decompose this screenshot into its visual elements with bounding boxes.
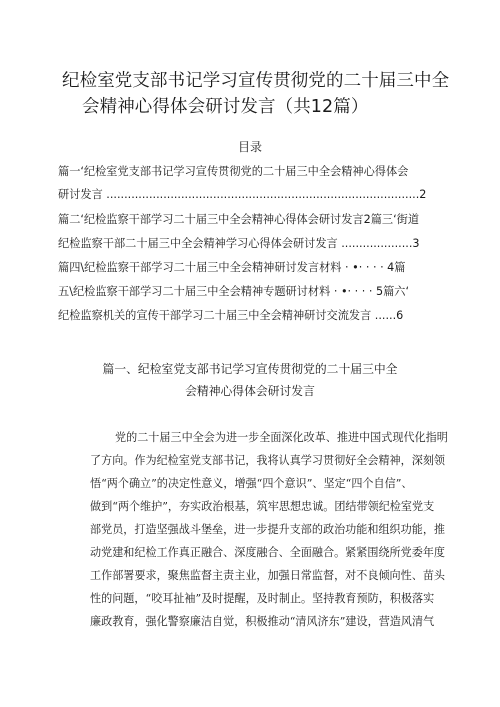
toc-heading: 目录	[237, 140, 262, 154]
body-paragraph-line: 部党员，打造坚强战斗堡垒，进一步提升支部的政治功能和组织功能，推	[90, 523, 446, 536]
body-paragraph-line: 悟“两个确立”的决定性意义，增强“四个意识”、坚定“四个自信”、	[90, 477, 413, 490]
document-title-line-1: 纪检室党支部书记学习宣传贯彻党的二十届三中全	[62, 71, 450, 91]
toc-entry-5-6[interactable]: 五\纪检监察干部学习二十届三中全会精神专题研讨材料 · •· · · · 5篇六‘	[58, 285, 410, 298]
body-paragraph-line: 了方向。作为纪检室党支部书记，我将认真学习贯彻好全会精神，深刻领	[90, 454, 446, 467]
toc-entry-6-cont[interactable]: 纪检监察机关的宣传干部学习二十届三中全会精神研讨交流发言 ......6	[58, 309, 404, 322]
body-paragraph-line: 动党建和纪检工作真正融合、深度融合、全面融合。紧紧围绕所党委年度	[90, 546, 446, 559]
body-paragraph-line: 党的二十届三中全会为进一步全面深化改革、推进中国式现代化指明	[115, 431, 448, 444]
document-title-line-2: 会精神心得体会研讨发言（共12篇）	[82, 97, 369, 117]
body-paragraph-line: 廉政教育，强化警察廉洁自觉，积极推动“清风济东”建设，营造风清气	[90, 615, 435, 628]
toc-entry-1-cont[interactable]: 研讨发言 ........................................................................................2	[58, 188, 427, 201]
toc-entry-2-3[interactable]: 篇二‘纪检监察干部学习二十届三中全会精神心得体会研讨发言2篇三‘街道	[58, 213, 420, 226]
body-paragraph-line: 性的问题，“咬耳扯袖”及时提醒，及时制止。坚持教育预防，积极落实	[90, 592, 435, 605]
toc-entry-3-cont[interactable]: 纪检监察干部二十届三中全会精神学习心得体会研讨发言 ....................3	[58, 237, 420, 250]
body-paragraph-line: 做到“两个维护”，夯实政治根基，筑牢思想忠诚。团结带领纪检室党支	[90, 500, 435, 513]
section-title-line-2: 会精神心得体会研讨发言	[185, 384, 315, 398]
body-paragraph-line: 工作部署要求，聚焦监督主责主业，加强日常监督，对不良倾向性、苗头	[90, 569, 446, 582]
toc-entry-1[interactable]: 篇一‘纪检室党支部书记学习宣传贯彻党的二十届三中全会精神心得体会	[58, 165, 409, 178]
toc-entry-4[interactable]: 篇四\纪检监察干部学习二十届三中全会精神研讨发言材料 · •· · · · 4篇	[58, 261, 406, 274]
section-title-line-1: 篇一、纪检室党支部书记学习宣传贯彻党的二十届三中全	[102, 362, 398, 376]
